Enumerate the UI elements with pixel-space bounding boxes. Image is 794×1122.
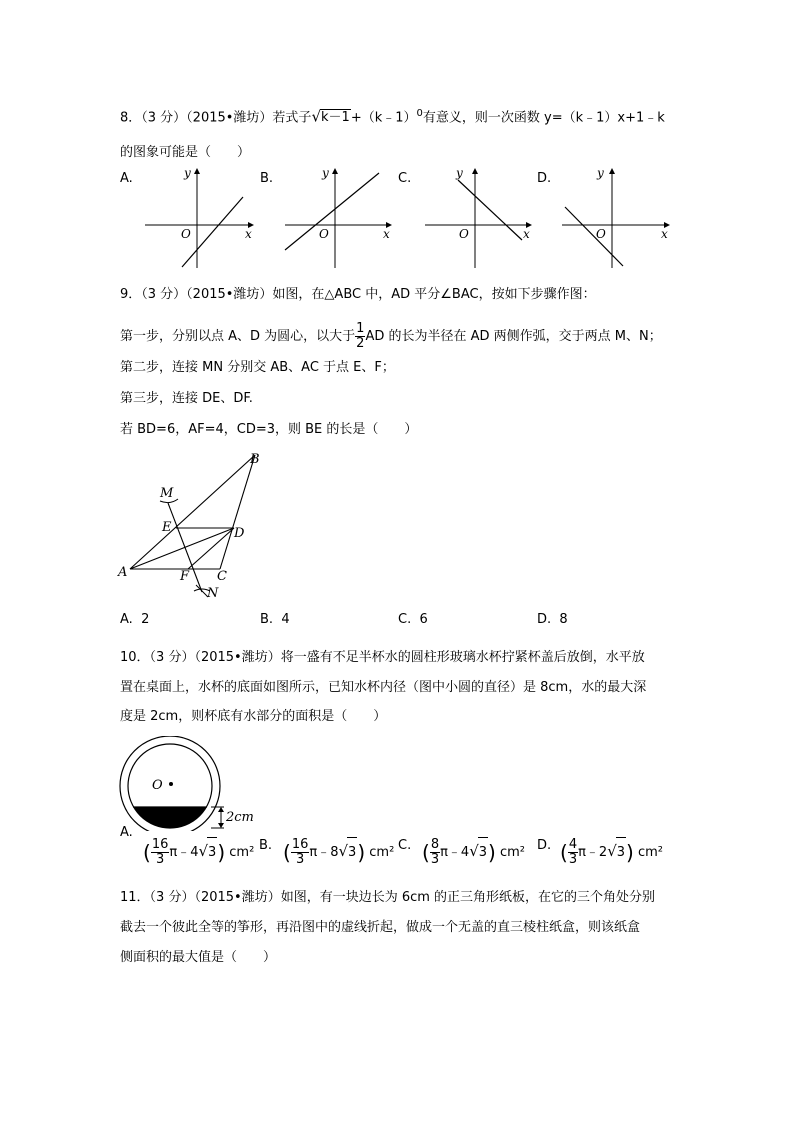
label-f: F bbox=[180, 569, 190, 584]
label-e: E bbox=[162, 520, 172, 535]
center-dot bbox=[169, 782, 173, 786]
fraction bbox=[151, 838, 170, 867]
function-line bbox=[565, 207, 623, 266]
radical-sign: √ bbox=[469, 842, 479, 860]
axis-y-label: y bbox=[456, 166, 463, 180]
q8-option-b-label: B. bbox=[260, 171, 274, 186]
coefficient: 4 bbox=[460, 845, 470, 860]
radicand: 3 bbox=[207, 837, 217, 868]
q9-question: 若 BD=6，AF=4，CD=3，则 BE 的长是（ ） bbox=[120, 422, 418, 437]
q9-option-a bbox=[120, 612, 149, 628]
origin-label: O bbox=[181, 227, 191, 241]
open-paren: ( bbox=[143, 840, 151, 865]
axis-y-label: y bbox=[597, 166, 604, 180]
fraction-numerator: 4 bbox=[568, 837, 578, 852]
q10-figure bbox=[118, 736, 278, 831]
option-label: D. bbox=[537, 612, 552, 627]
unit: cm² bbox=[638, 845, 664, 860]
option-label: A. bbox=[120, 825, 133, 840]
label-d: D bbox=[234, 526, 245, 541]
q10-option-c-label: C. bbox=[398, 838, 412, 853]
q8-text-suffix: 有意义，则一次函数 y=（k﹣1）x+1﹣k bbox=[422, 110, 665, 126]
radicand: 3 bbox=[478, 837, 488, 868]
q9-step2: 第二步，连接 MN 分别交 AB、AC 于点 E、F； bbox=[120, 360, 395, 375]
function-line bbox=[182, 197, 243, 267]
segment-bc bbox=[220, 455, 255, 569]
segment-ad bbox=[130, 528, 234, 569]
close-paren: ) bbox=[357, 840, 366, 865]
fraction-one-half bbox=[355, 322, 365, 351]
radical-sign: √ bbox=[311, 107, 321, 126]
fraction bbox=[430, 838, 440, 867]
q10-line2: 置在桌面上，水杯的底面如图所示，已知水杯内径（图中小圆的直径）是 8cm，水的最大深 bbox=[120, 680, 647, 695]
fraction-numerator: 8 bbox=[430, 837, 440, 852]
q8-graph-a bbox=[140, 160, 260, 270]
fraction-denominator: 2 bbox=[356, 336, 365, 351]
q10-option-a-expr bbox=[143, 836, 254, 868]
q8-graph-b bbox=[280, 160, 400, 270]
close-paren: ) bbox=[626, 840, 634, 865]
radical-sign: √ bbox=[338, 842, 349, 860]
q9-option-c bbox=[398, 612, 428, 628]
unit: cm² bbox=[229, 845, 255, 860]
q8-radicand: k－1 bbox=[321, 110, 350, 126]
fraction-numerator: 16 bbox=[291, 837, 309, 852]
q8-option-d-label: D. bbox=[537, 171, 552, 186]
q11-line1: 11．（3 分）（2015•潍坊）如图，有一块边长为 6cm 的正三角形纸板，在它的三个角处分别 bbox=[120, 890, 656, 905]
axis-x-label: x bbox=[523, 227, 530, 241]
q10-option-b-expr bbox=[283, 836, 394, 868]
coefficient: 8 bbox=[330, 845, 339, 860]
label-m: M bbox=[160, 486, 174, 501]
fraction bbox=[568, 838, 578, 867]
q8-exponent: 0 bbox=[416, 108, 423, 119]
q8-graph-c bbox=[420, 160, 540, 270]
q10-line3: 度是 2cm，则杯底有水部分的面积是（ ） bbox=[120, 709, 387, 724]
q9-option-b bbox=[260, 612, 290, 628]
label-a: A bbox=[118, 565, 128, 580]
q10-option-a bbox=[120, 825, 133, 851]
label-c: C bbox=[217, 569, 227, 584]
q10-option-c-expr bbox=[422, 836, 525, 868]
q9-step1 bbox=[120, 322, 662, 351]
axis-x-label: x bbox=[245, 227, 252, 241]
q8-line2: 的图象可能是（ ） bbox=[120, 145, 251, 160]
fraction-denominator: 3 bbox=[155, 852, 165, 867]
q8-text-prefix: 8．（3 分）（2015•潍坊）若式子 bbox=[120, 110, 312, 126]
radicand: 3 bbox=[347, 837, 357, 868]
option-label: C. bbox=[398, 612, 412, 627]
axis-y-label: y bbox=[322, 166, 329, 180]
option-value: 4 bbox=[281, 612, 290, 627]
y-arrow bbox=[609, 168, 615, 174]
option-label: A. bbox=[120, 612, 133, 627]
segment-ab bbox=[130, 455, 255, 569]
q8-option-c-label: C. bbox=[398, 171, 412, 186]
origin-label: O bbox=[319, 227, 329, 241]
pi-term: π﹣ bbox=[440, 845, 461, 860]
q9-figure bbox=[110, 445, 280, 605]
fraction-denominator: 3 bbox=[568, 852, 578, 867]
fraction-denominator: 3 bbox=[430, 852, 440, 867]
q9-option-d bbox=[537, 612, 568, 628]
pi-term: π﹣ bbox=[309, 845, 331, 860]
fraction-numerator: 16 bbox=[151, 837, 169, 852]
q9-step1-prefix: 第一步，分别以点 A、D 为圆心，以大于 bbox=[120, 329, 356, 344]
q9-step1-suffix: AD 的长为半径在 AD 两侧作弧，交于两点 M、N； bbox=[365, 329, 662, 344]
depth-label: 2cm bbox=[226, 810, 254, 825]
y-arrow bbox=[472, 168, 478, 174]
open-paren: ( bbox=[560, 840, 568, 865]
fraction bbox=[291, 838, 310, 867]
y-arrow bbox=[194, 168, 200, 174]
close-paren: ) bbox=[217, 840, 226, 865]
coefficient: 4 bbox=[190, 845, 199, 860]
q10-option-b-label: B. bbox=[259, 838, 273, 853]
radicand: 3 bbox=[616, 837, 626, 868]
q8-text-mid: +（k﹣1） bbox=[350, 110, 417, 126]
pi-term: π﹣ bbox=[578, 845, 599, 860]
q10-option-d-expr bbox=[560, 836, 663, 868]
unit: cm² bbox=[369, 845, 395, 860]
unit: cm² bbox=[500, 845, 526, 860]
coefficient: 2 bbox=[598, 845, 608, 860]
q9-step3: 第三步，连接 DE、DF. bbox=[120, 391, 253, 406]
option-label: B. bbox=[260, 612, 274, 627]
axis-x-label: x bbox=[661, 227, 668, 241]
label-n: N bbox=[207, 586, 219, 601]
q11-line3: 侧面积的最大值是（ ） bbox=[120, 950, 277, 965]
origin-label: O bbox=[596, 227, 606, 241]
open-paren: ( bbox=[283, 840, 291, 865]
q10-line1: 10．（3 分）（2015•潍坊）将一盛有不足半杯水的圆柱形玻璃水杯拧紧杯盖后放倒，水平放 bbox=[120, 650, 645, 665]
depth-arrow-up bbox=[218, 807, 224, 812]
fraction-denominator: 3 bbox=[295, 852, 305, 867]
q8-line1 bbox=[120, 106, 665, 126]
option-value: 6 bbox=[419, 612, 428, 627]
origin-label: O bbox=[459, 227, 469, 241]
axis-y-label: y bbox=[184, 166, 191, 180]
option-value: 8 bbox=[559, 612, 568, 627]
option-value: 2 bbox=[141, 612, 150, 627]
function-line bbox=[285, 173, 379, 250]
segment-df bbox=[188, 528, 234, 569]
q10-option-d-label: D. bbox=[537, 838, 552, 853]
radical-sign: √ bbox=[198, 842, 209, 860]
close-paren: ) bbox=[488, 840, 496, 865]
q11-line2: 截去一个彼此全等的筝形，再沿图中的虚线折起，做成一个无盖的直三棱柱纸盒，则该纸盒 bbox=[120, 920, 641, 935]
q8-option-a-label: A. bbox=[120, 171, 133, 186]
water-region bbox=[118, 807, 228, 831]
label-b: B bbox=[250, 452, 260, 467]
center-label: O bbox=[152, 778, 163, 793]
q9-line1: 9．（3 分）（2015•潍坊）如图，在△ABC 中，AD 平分∠BAC，按如下步骤作图： bbox=[120, 287, 596, 302]
fraction-numerator: 1 bbox=[356, 321, 365, 336]
pi-term: π﹣ bbox=[169, 845, 191, 860]
depth-arrow-down bbox=[218, 823, 224, 828]
y-arrow bbox=[332, 168, 338, 174]
axis-x-label: x bbox=[383, 227, 390, 241]
radical-sign: √ bbox=[607, 842, 617, 860]
open-paren: ( bbox=[422, 840, 430, 865]
q8-graph-d bbox=[557, 160, 677, 270]
